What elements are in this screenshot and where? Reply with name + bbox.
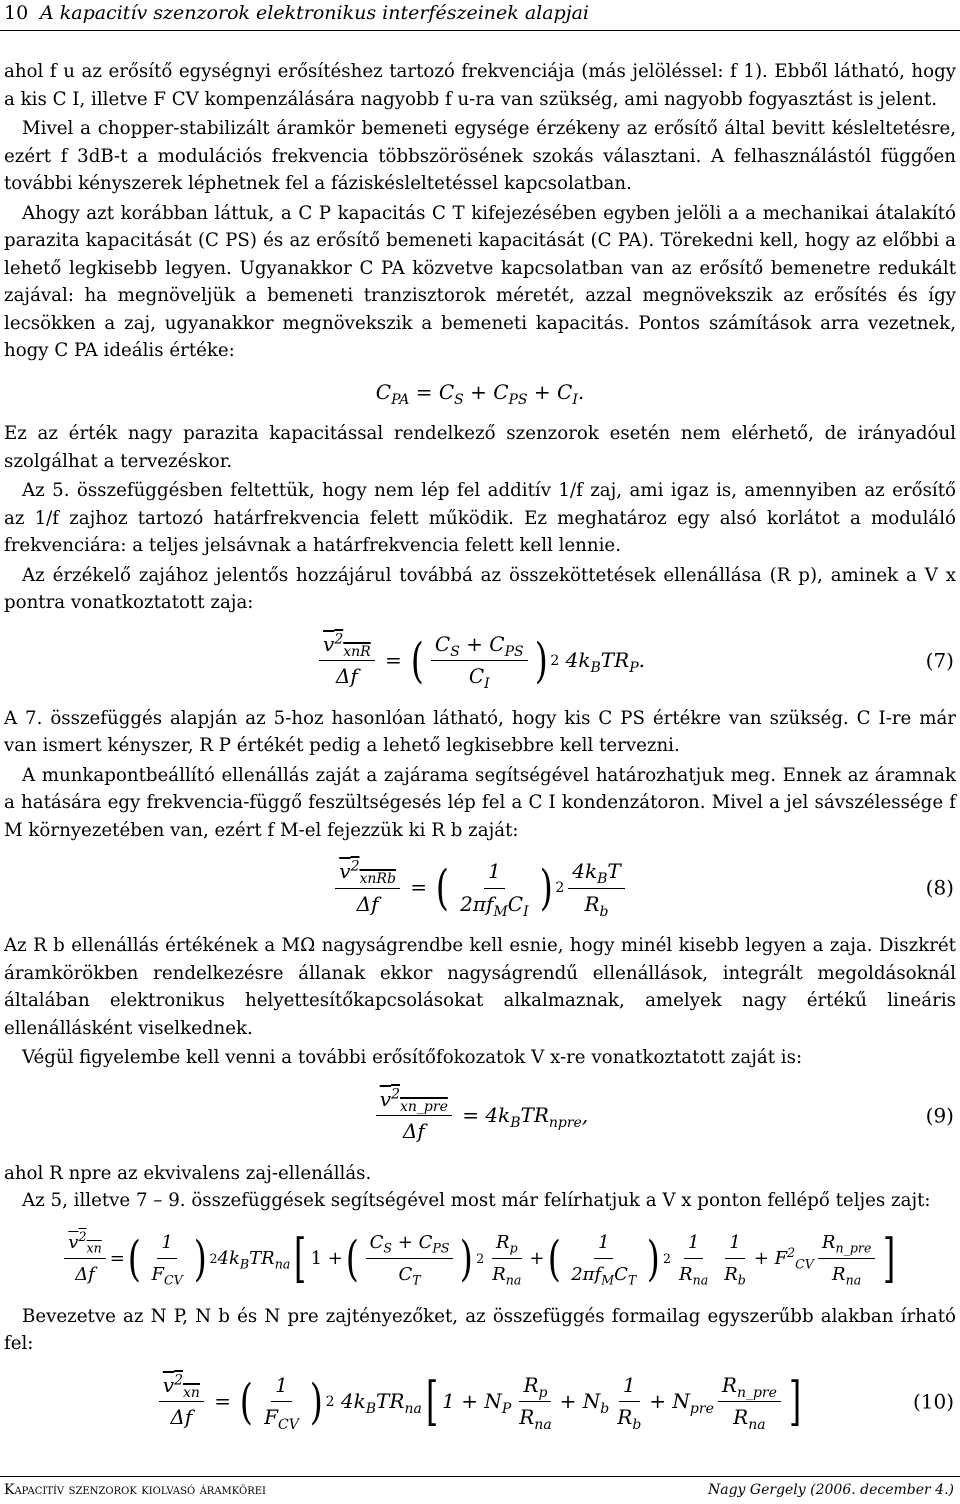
paragraph: Az 5. összefüggésben feltettük, hogy nem lép fel additív 1/f zaj, ami igaz is, amennyiben az erősítő az 1/f zajhoz tartozó határfrekvencia felett működik. Ez meghatároz egy alsó korlátot a moduláló frekvenciára: a teljes jelsávnak a határfrekvencia felett kell lennie. bbox=[4, 480, 956, 556]
paragraph: Az 5, illetve 7 – 9. összefüggések segítségével most már felírhatjuk a V x ponton fellépő teljes zajt: bbox=[22, 1190, 931, 1211]
paragraph: Mivel a chopper-stabilizált áramkör bemeneti egysége érzékeny az erősítő által bevitt késleltetésre, ezért f 3dB-t a modulációs frekvencia többszörösének szokás választani. A felhasználástól függően további kényszerek léphetnek fel a fáziskésleltetéssel kapcsolatban. bbox=[4, 118, 956, 194]
equation-10: $\frac{v^2_{xn}}{\Delta f}$ = ( $\frac{1}{F_{CV}}$ ) 2 $4k_BTR_{na}$ [ $1 + N_P$ $\frac{R_p}{R_{na}}$ + $N_b$ $\frac{1}{R_b}$ + $N_{pre}$ $\frac{R_{n\_pre}}{R_{na}}$ ] (10) bbox=[4, 1372, 956, 1432]
paragraph: Ahogy azt korábban láttuk, a C P kapacitás C T kifejezésében egyben jelöli a a mechanikai átalakító parazita kapacitását (C PS) és az erősítő bemeneti kapacitását (C PA). Törekedni kell, hogy az előbbi a lehető legkisebb legyen. Ugyanakkor C PA közvetve kapcsolatban van az erősítő bemenetre redukált zajával: ha megnöveljük a bemeneti tranzisztorok méretét, azzal megnövekszik az erősítés és így lecsökken a zaj, ugyanakkor megnövekszik a bemeneti kapacitás. Pontos számítások arra vezetnek, hogy C PA ideális értéke: bbox=[4, 202, 956, 361]
paragraph: A munkapontbeállító ellenállás zaját a zajárama segítségével határozhatjuk meg. Ennek az áramnak a hatására egy frekvencia-függő feszültségesés lép fel a C I kondenzátoron. Mivel a jel sávszélessége f M környezetében van, ezért f M-el fejezzük ki R b zaját: bbox=[4, 764, 956, 841]
page-footer bbox=[0, 1476, 960, 1504]
footer-left: Kapacitív szenzorok kiolvasó áramkörei bbox=[4, 1482, 266, 1498]
paragraph: Bevezetve az N P, N b és N pre zajtényezőket, az összefüggés formailag egyszerűbb alakban írható fel: bbox=[4, 1305, 956, 1354]
footer-right: Nagy Gergely (2006. december 4.) bbox=[707, 1482, 954, 1498]
equation-total-noise: $\frac{v^2_{xn}}{\Delta f}$ = ( $\frac{1}{F_{CV}}$ ) 2 $4k_BTR_{na}$ [ 1 + ( $\frac{C_S + C_{PS}}{C_T}$ ) 2 $\frac{R_p}{R_{na}}$ + ( $\frac{1}{2\pi f_MC_T}$ ) 2 $\frac{1}{R_{na}}$ $\frac{1}{R_b}$ + $F^2_{CV}$ $\frac{R_{n\_pre}}{R_{na}}$ ] bbox=[4, 1229, 956, 1289]
paragraph: Az érzékelő zajához jelentős hozzájárul továbbá az összeköttetések ellenállása (R p), aminek a V x pontra vonatkoztatott zaja: bbox=[4, 564, 956, 613]
paragraph: Ez az érték nagy parazita kapacitással rendelkező szenzorok esetén nem elérhető, de irányadóul szolgálhat a tervezéskor. bbox=[4, 423, 956, 472]
paragraph: A 7. összefüggés alapján az 5-hoz hasonlóan látható, hogy kis C PS értékre van szükség. C I-re már van ismert kényszer, R P értékét pedig a lehető legkisebbre kell tervezni. bbox=[4, 707, 956, 756]
equation-9: $\frac{v^2_{xn\_pre}}{\Delta f}$ = $4k_BTR_{npre}$, (9) bbox=[4, 1086, 956, 1146]
paragraph: ahol R npre az ekvivalens zaj-ellenállás. bbox=[4, 1162, 372, 1184]
equation-cpa: $C_{PA} = C_S + C_{PS} + C_I$. bbox=[375, 379, 585, 408]
paragraph: Végül figyelembe kell venni a további erősítőfokozatok V x-re vonatkoztatott zaját is: bbox=[22, 1047, 803, 1068]
equation-number: (8) bbox=[925, 875, 954, 900]
paragraph: ahol f u az erősítő egységnyi erősítéshez tartozó frekvenciája (más jelöléssel: f 1). Ebből látható, hogy a kis C I, illetve F CV kompenzálására nagyobb f u-ra van szükség, ami nagyobb fogyasztást is jelent. bbox=[4, 61, 956, 110]
page-header bbox=[0, 0, 960, 31]
text-body bbox=[4, 58, 956, 1446]
equation-7: $\frac{v^2_{xnR}}{\Delta f}$ = ( $\frac{C_S + C_{PS}}{C_I}$ ) 2 $4k_BTR_P$. (7) bbox=[4, 631, 956, 691]
equation-number: (9) bbox=[925, 1102, 954, 1127]
equation-8: $\frac{v^2_{xnRb}}{\Delta f}$ = ( $\frac{1}{2\pi f_MC_I}$ ) 2 $\frac{4k_BT}{R_b}$ (8) bbox=[4, 858, 956, 918]
page-number: 10 bbox=[4, 2, 29, 24]
running-title: A kapacitív szenzorok elektronikus interfészeinek alapjai bbox=[40, 2, 590, 24]
equation-number: (10) bbox=[912, 1388, 954, 1413]
equation-number: (7) bbox=[925, 647, 954, 672]
paragraph: Az R b ellenállás értékének a MΩ nagyságrendbe kell esnie, hogy minél kisebb legyen a zaja. Diszkrét áramkörökben rendelkezésre állanak ekkor nagyságrendű ellenállások, integrált megoldásoknál általában elektronikus helyettesítőkapcsolásokat alkalmaznak, amelyek nagy értékű lineáris ellenállásként viselkednek. bbox=[4, 935, 956, 1039]
